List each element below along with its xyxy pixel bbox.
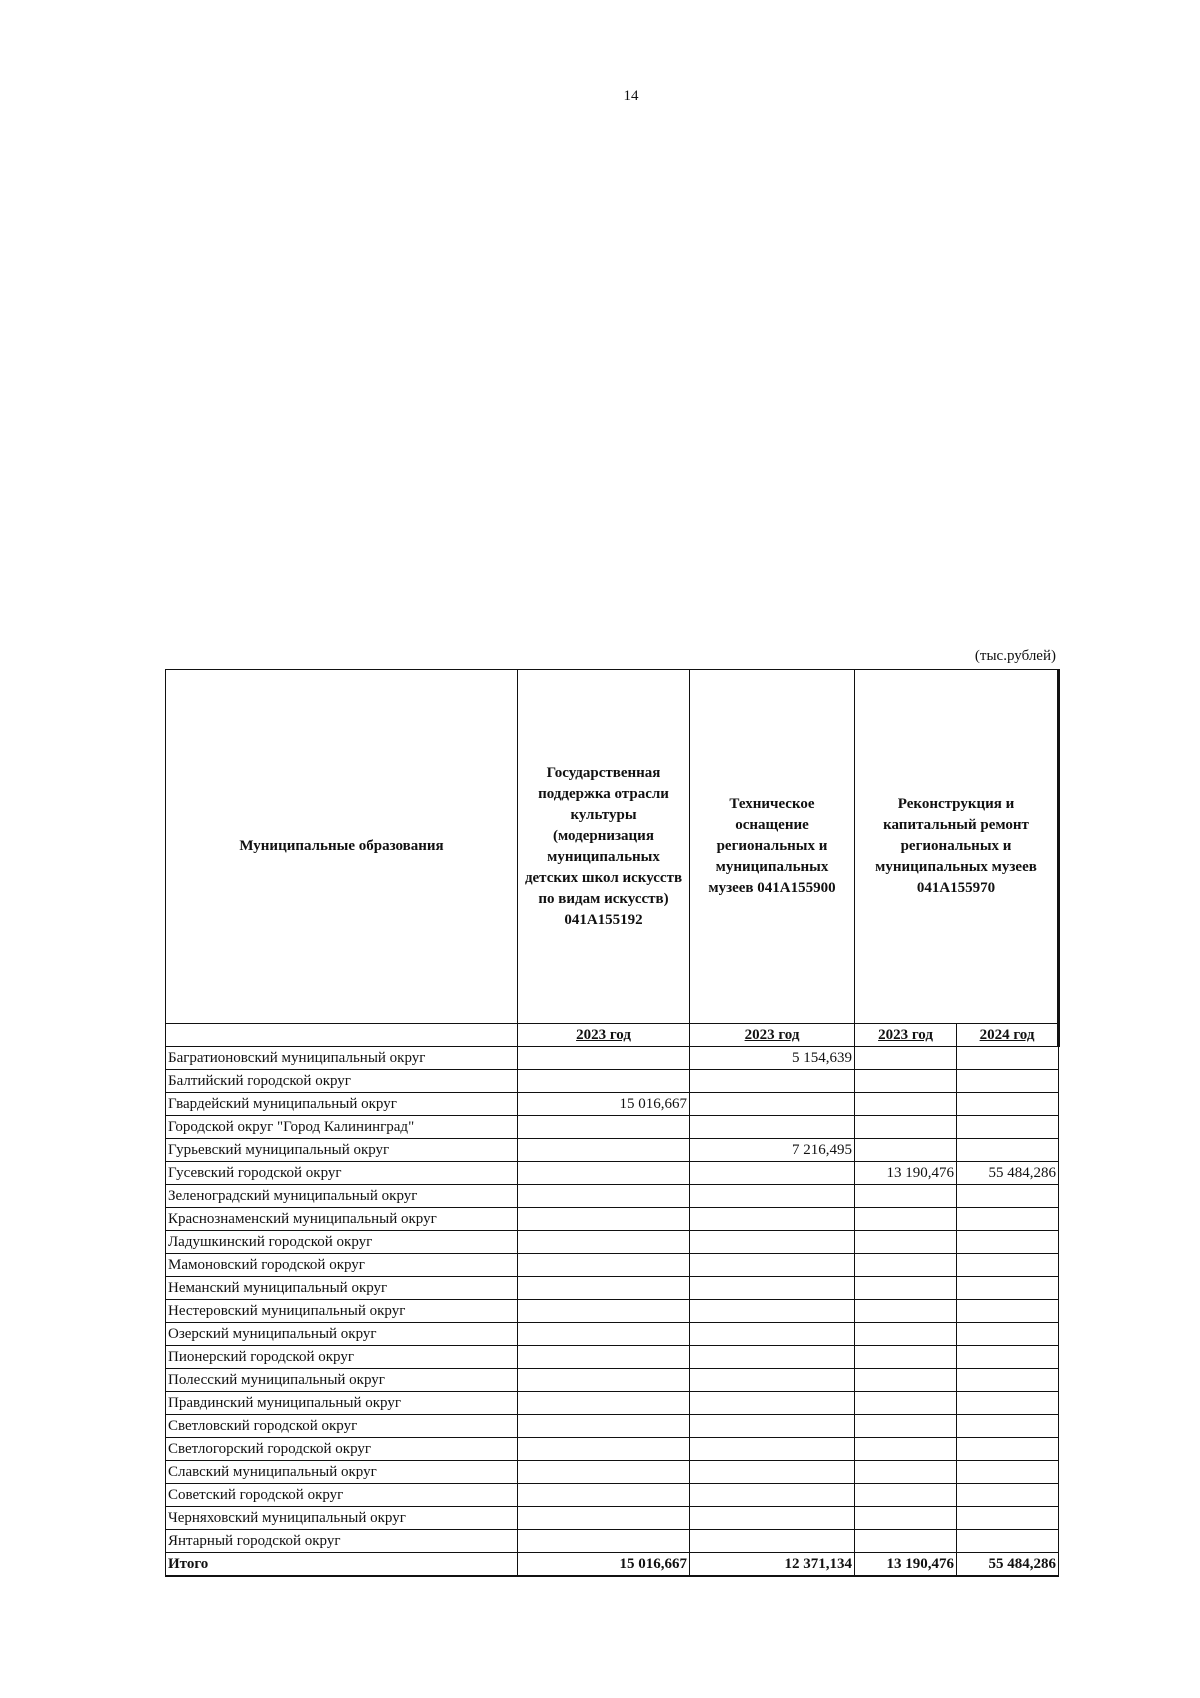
- municipality-name: Янтарный городской округ: [166, 1530, 518, 1553]
- value-museum-reconstruction-2024: [957, 1346, 1059, 1369]
- table-row: [166, 1185, 1059, 1208]
- value-museum-reconstruction-2023: [855, 1300, 957, 1323]
- header-municipalities: Муниципальные образования: [166, 670, 518, 1024]
- table-row: [166, 1277, 1059, 1300]
- value-art-schools-2023: [518, 1208, 690, 1231]
- municipality-name: Озерский муниципальный округ: [166, 1323, 518, 1346]
- value-museum-reconstruction-2023: [855, 1507, 957, 1530]
- value-museum-reconstruction-2024: [957, 1208, 1059, 1231]
- table-row: [166, 1507, 1059, 1530]
- value-art-schools-2023: [518, 1277, 690, 1300]
- value-museum-equipment-2023: [690, 1507, 855, 1530]
- municipality-name: Краснознаменский муниципальный округ: [166, 1208, 518, 1231]
- table-row: [166, 1070, 1059, 1093]
- value-museum-equipment-2023: [690, 1070, 855, 1093]
- value-museum-reconstruction-2024: 55 484,286: [957, 1162, 1059, 1185]
- value-art-schools-2023: [518, 1346, 690, 1369]
- value-art-schools-2023: [518, 1231, 690, 1254]
- value-museum-reconstruction-2023: 13 190,476: [855, 1553, 957, 1577]
- value-museum-equipment-2023: [690, 1369, 855, 1392]
- value-museum-reconstruction-2024: 55 484,286: [957, 1553, 1059, 1577]
- table-row: [166, 1116, 1059, 1139]
- value-museum-equipment-2023: [690, 1323, 855, 1346]
- value-museum-equipment-2023: [690, 1346, 855, 1369]
- value-art-schools-2023: [518, 1438, 690, 1461]
- value-museum-reconstruction-2024: [957, 1300, 1059, 1323]
- value-museum-reconstruction-2023: [855, 1369, 957, 1392]
- value-museum-reconstruction-2023: [855, 1070, 957, 1093]
- value-art-schools-2023: [518, 1369, 690, 1392]
- value-museum-reconstruction-2024: [957, 1461, 1059, 1484]
- municipality-name: Неманский муниципальный округ: [166, 1277, 518, 1300]
- value-art-schools-2023: [518, 1300, 690, 1323]
- header-col-art-schools: Государственная поддержка отрасли культуры (модернизация муниципальных детских школ искусств по видам искусств) 041A155192: [518, 670, 690, 1024]
- value-museum-reconstruction-2023: [855, 1415, 957, 1438]
- value-art-schools-2023: [518, 1323, 690, 1346]
- value-art-schools-2023: [518, 1162, 690, 1185]
- value-art-schools-2023: [518, 1461, 690, 1484]
- value-museum-equipment-2023: [690, 1185, 855, 1208]
- table-row: [166, 1530, 1059, 1553]
- value-museum-reconstruction-2023: [855, 1461, 957, 1484]
- value-museum-reconstruction-2023: [855, 1484, 957, 1507]
- value-museum-equipment-2023: [690, 1116, 855, 1139]
- value-museum-equipment-2023: [690, 1461, 855, 1484]
- value-museum-equipment-2023: 12 371,134: [690, 1553, 855, 1577]
- table-row: [166, 1484, 1059, 1507]
- table-row: [166, 1162, 1059, 1185]
- value-art-schools-2023: [518, 1507, 690, 1530]
- value-museum-reconstruction-2023: [855, 1231, 957, 1254]
- value-art-schools-2023: [518, 1139, 690, 1162]
- table-row: [166, 1254, 1059, 1277]
- municipality-name: Балтийский городской округ: [166, 1070, 518, 1093]
- value-museum-reconstruction-2024: [957, 1047, 1059, 1070]
- value-museum-reconstruction-2024: [957, 1070, 1059, 1093]
- municipality-name: Ладушкинский городской округ: [166, 1231, 518, 1254]
- value-museum-reconstruction-2024: [957, 1231, 1059, 1254]
- value-museum-reconstruction-2024: [957, 1093, 1059, 1116]
- municipality-name: Черняховский муниципальный округ: [166, 1507, 518, 1530]
- municipality-name: Гурьевский муниципальный округ: [166, 1139, 518, 1162]
- value-art-schools-2023: [518, 1254, 690, 1277]
- municipality-name: Гвардейский муниципальный округ: [166, 1093, 518, 1116]
- table-row: [166, 1208, 1059, 1231]
- table-row: [166, 1300, 1059, 1323]
- value-art-schools-2023: [518, 1070, 690, 1093]
- header-year-spacer: [166, 1024, 518, 1047]
- table-row: [166, 1139, 1059, 1162]
- table-row: [166, 1415, 1059, 1438]
- value-museum-equipment-2023: [690, 1300, 855, 1323]
- municipality-name: Багратионовский муниципальный округ: [166, 1047, 518, 1070]
- value-museum-reconstruction-2023: [855, 1254, 957, 1277]
- value-museum-reconstruction-2024: [957, 1116, 1059, 1139]
- table-row: [166, 1346, 1059, 1369]
- table-row: [166, 1093, 1059, 1116]
- value-art-schools-2023: [518, 1530, 690, 1553]
- value-museum-reconstruction-2023: 13 190,476: [855, 1162, 957, 1185]
- municipality-name: Славский муниципальный округ: [166, 1461, 518, 1484]
- municipality-name: Итого: [166, 1553, 518, 1577]
- value-museum-reconstruction-2024: [957, 1369, 1059, 1392]
- municipality-name: Городской округ "Город Калининград": [166, 1116, 518, 1139]
- budget-table: [165, 669, 1060, 1577]
- value-art-schools-2023: [518, 1392, 690, 1415]
- header-col-museum-equipment: Техническое оснащение региональных и муниципальных музеев 041A155900: [690, 670, 855, 1024]
- value-art-schools-2023: 15 016,667: [518, 1553, 690, 1577]
- table-row: [166, 1323, 1059, 1346]
- value-museum-equipment-2023: [690, 1530, 855, 1553]
- value-museum-reconstruction-2023: [855, 1116, 957, 1139]
- table-row: [166, 1461, 1059, 1484]
- municipality-name: Пионерский городской округ: [166, 1346, 518, 1369]
- value-museum-equipment-2023: [690, 1438, 855, 1461]
- value-museum-reconstruction-2023: [855, 1047, 957, 1070]
- value-museum-equipment-2023: [690, 1231, 855, 1254]
- value-museum-reconstruction-2024: [957, 1323, 1059, 1346]
- value-art-schools-2023: [518, 1116, 690, 1139]
- header-col-museum-reconstruction: Реконструкция и капитальный ремонт региональных и муниципальных музеев 041A155970: [855, 670, 1059, 1024]
- value-museum-reconstruction-2024: [957, 1415, 1059, 1438]
- municipality-name: Полесский муниципальный округ: [166, 1369, 518, 1392]
- value-museum-equipment-2023: [690, 1254, 855, 1277]
- value-museum-equipment-2023: 7 216,495: [690, 1139, 855, 1162]
- page-number: 14: [623, 88, 639, 104]
- value-museum-equipment-2023: [690, 1093, 855, 1116]
- value-museum-reconstruction-2023: [855, 1530, 957, 1553]
- value-museum-equipment-2023: [690, 1208, 855, 1231]
- municipality-name: Правдинский муниципальный округ: [166, 1392, 518, 1415]
- value-museum-reconstruction-2024: [957, 1484, 1059, 1507]
- value-museum-equipment-2023: [690, 1277, 855, 1300]
- value-museum-equipment-2023: [690, 1392, 855, 1415]
- value-museum-equipment-2023: [690, 1415, 855, 1438]
- table-row: [166, 1438, 1059, 1461]
- table-row: [166, 1047, 1059, 1070]
- value-art-schools-2023: [518, 1484, 690, 1507]
- municipality-name: Гусевский городской округ: [166, 1162, 518, 1185]
- municipality-name: Зеленоградский муниципальный округ: [166, 1185, 518, 1208]
- year-2023-col3: 2023 год: [855, 1024, 957, 1047]
- municipality-name: Советский городской округ: [166, 1484, 518, 1507]
- year-2023-col2: 2023 год: [690, 1024, 855, 1047]
- table-row: [166, 1369, 1059, 1392]
- table-row: [166, 1231, 1059, 1254]
- value-museum-reconstruction-2023: [855, 1438, 957, 1461]
- value-museum-reconstruction-2024: [957, 1392, 1059, 1415]
- municipality-name: Светлогорский городской округ: [166, 1438, 518, 1461]
- year-2024-col4: 2024 год: [957, 1024, 1059, 1047]
- value-museum-reconstruction-2023: [855, 1323, 957, 1346]
- table-total-row: [166, 1553, 1059, 1577]
- table-row: [166, 1392, 1059, 1415]
- value-museum-reconstruction-2024: [957, 1254, 1059, 1277]
- value-museum-reconstruction-2023: [855, 1277, 957, 1300]
- municipality-name: Мамоновский городской округ: [166, 1254, 518, 1277]
- value-museum-equipment-2023: [690, 1484, 855, 1507]
- municipality-name: Светловский городской округ: [166, 1415, 518, 1438]
- value-museum-reconstruction-2023: [855, 1093, 957, 1116]
- municipality-name: Нестеровский муниципальный округ: [166, 1300, 518, 1323]
- value-museum-reconstruction-2024: [957, 1185, 1059, 1208]
- value-art-schools-2023: [518, 1415, 690, 1438]
- value-museum-reconstruction-2024: [957, 1530, 1059, 1553]
- value-art-schools-2023: [518, 1047, 690, 1070]
- value-art-schools-2023: 15 016,667: [518, 1093, 690, 1116]
- units-label: (тыс.рублей): [974, 648, 1056, 664]
- value-museum-reconstruction-2024: [957, 1277, 1059, 1300]
- value-museum-reconstruction-2024: [957, 1438, 1059, 1461]
- value-museum-reconstruction-2023: [855, 1346, 957, 1369]
- value-museum-reconstruction-2023: [855, 1185, 957, 1208]
- value-museum-equipment-2023: 5 154,639: [690, 1047, 855, 1070]
- year-2023-col1: 2023 год: [518, 1024, 690, 1047]
- value-museum-reconstruction-2023: [855, 1208, 957, 1231]
- value-museum-reconstruction-2024: [957, 1507, 1059, 1530]
- value-museum-reconstruction-2024: [957, 1139, 1059, 1162]
- value-art-schools-2023: [518, 1185, 690, 1208]
- value-museum-reconstruction-2023: [855, 1139, 957, 1162]
- value-museum-reconstruction-2023: [855, 1392, 957, 1415]
- value-museum-equipment-2023: [690, 1162, 855, 1185]
